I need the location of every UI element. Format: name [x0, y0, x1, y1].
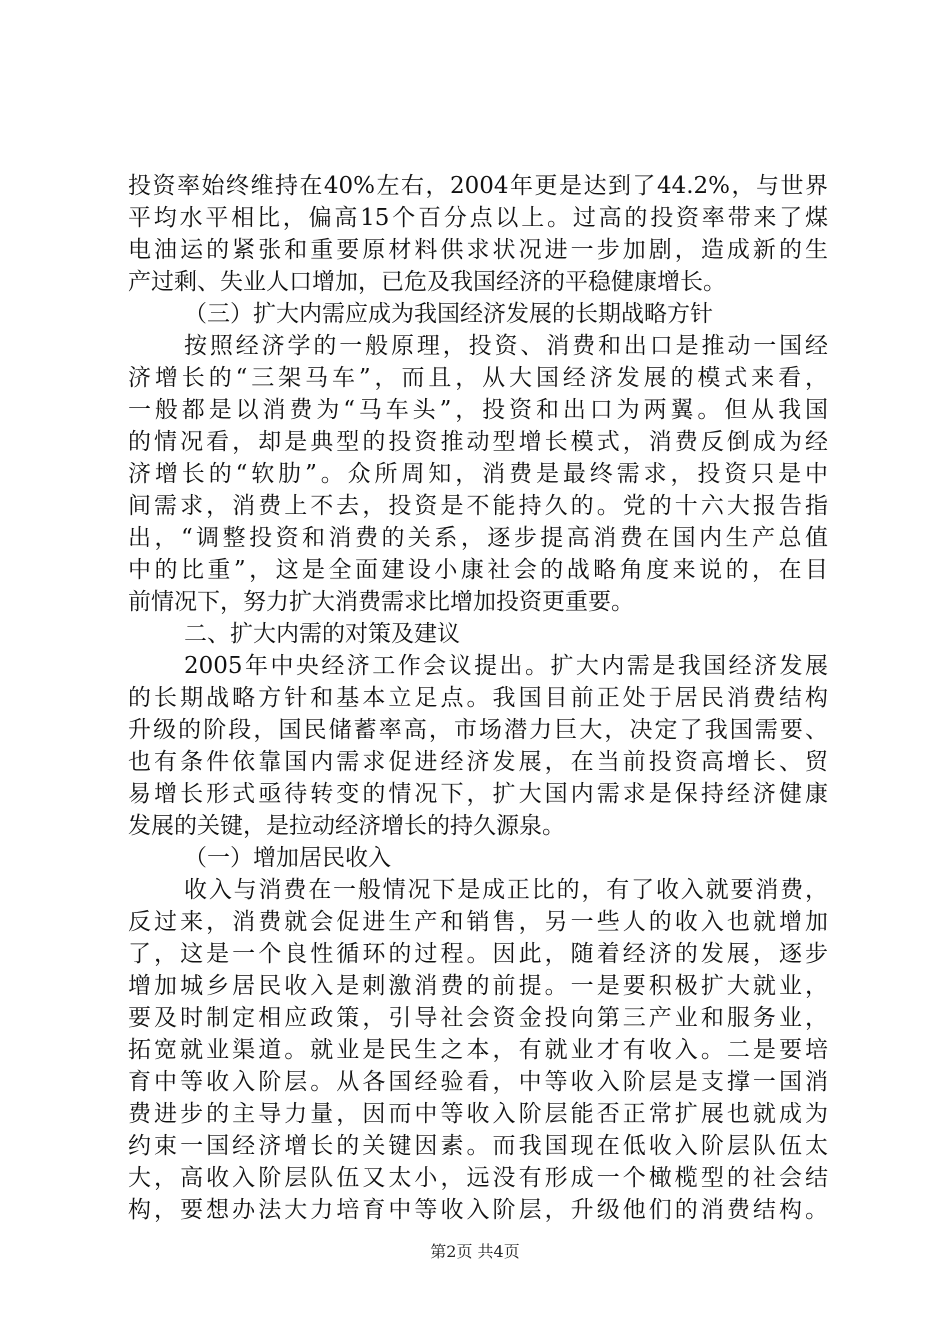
- body-line: 2005年中央经济工作会议提出。扩大内需是我国经济发展: [184, 653, 828, 679]
- body-line: 要及时制定相应政策，引导社会资金投向第三产业和服务业，: [128, 1005, 828, 1031]
- body-line: 大，高收入阶层队伍又太小，远没有形成一个橄榄型的社会结: [128, 1165, 828, 1191]
- body-line: 济增长的“三架马车”，而且，从大国经济发展的模式来看，: [128, 365, 828, 391]
- section-heading: （三）扩大内需应成为我国经济发展的长期战略方针: [184, 301, 713, 327]
- document-body: [128, 170, 828, 1226]
- body-line: 出，“调整投资和消费的关系，逐步提高消费在国内生产总值: [128, 525, 828, 551]
- body-line: 易增长形式亟待转变的情况下，扩大国内需求是保持经济健康: [128, 781, 828, 807]
- body-line: 的长期战略方针和基本立足点。我国目前正处于居民消费结构: [128, 685, 828, 711]
- body-line: 平均水平相比，偏高15个百分点以上。过高的投资率带来了煤: [128, 205, 828, 231]
- body-line: 产过剩、失业人口增加，已危及我国经济的平稳健康增长。: [128, 269, 726, 295]
- body-line: 也有条件依靠国内需求促进经济发展，在当前投资高增长、贸: [128, 749, 828, 775]
- body-line: 前情况下，努力扩大消费需求比增加投资更重要。: [128, 589, 634, 615]
- body-line: 电油运的紧张和重要原材料供求状况进一步加剧，造成新的生: [128, 237, 828, 263]
- body-line: 中的比重”，这是全面建设小康社会的战略角度来说的，在目: [128, 557, 828, 583]
- body-line: 反过来，消费就会促进生产和销售，另一些人的收入也就增加: [128, 909, 828, 935]
- body-line: 收入与消费在一般情况下是成正比的，有了收入就要消费，: [184, 877, 828, 903]
- body-line: 增加城乡居民收入是刺激消费的前提。一是要积极扩大就业，: [128, 973, 828, 999]
- body-line: 间需求，消费上不去，投资是不能持久的。党的十六大报告指: [128, 493, 828, 519]
- body-line: 了，这是一个良性循环的过程。因此，随着经济的发展，逐步: [128, 941, 828, 967]
- body-line: 约束一国经济增长的关键因素。而我国现在低收入阶层队伍太: [128, 1133, 828, 1159]
- body-line: 的情况看，却是典型的投资推动型增长模式，消费反倒成为经: [128, 429, 828, 455]
- page-number: 第2页 共4页: [430, 1242, 520, 1261]
- body-line: 拓宽就业渠道。就业是民生之本，有就业才有收入。二是要培: [128, 1037, 828, 1063]
- page-footer: [0, 1242, 950, 1262]
- body-line: 一般都是以消费为“马车头”，投资和出口为两翼。但从我国: [128, 397, 828, 423]
- body-line: 济增长的“软肋”。众所周知，消费是最终需求，投资只是中: [128, 461, 828, 487]
- body-line: 升级的阶段，国民储蓄率高，市场潜力巨大，决定了我国需要、: [128, 717, 828, 743]
- body-line: 投资率始终维持在40%左右，2004年更是达到了44.2%，与世界: [128, 173, 828, 199]
- body-line: 育中等收入阶层。从各国经验看，中等收入阶层是支撑一国消: [128, 1069, 828, 1095]
- body-line: 构，要想办法大力培育中等收入阶层，升级他们的消费结构。: [128, 1197, 828, 1223]
- body-line: 按照经济学的一般原理，投资、消费和出口是推动一国经: [184, 333, 828, 359]
- body-line: 费进步的主导力量，因而中等收入阶层能否正常扩展也就成为: [128, 1101, 828, 1127]
- section-heading: （一）增加居民收入: [184, 845, 391, 871]
- body-line: 发展的关键，是拉动经济增长的持久源泉。: [128, 813, 565, 839]
- section-heading: 二、扩大内需的对策及建议: [184, 621, 460, 647]
